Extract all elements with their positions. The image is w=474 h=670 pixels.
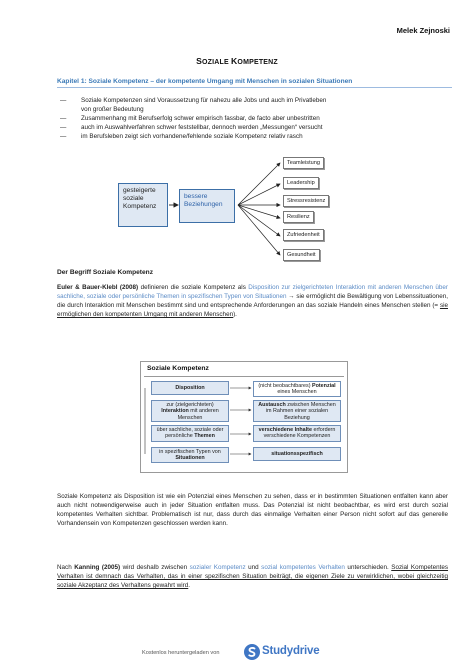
list-item: [57, 96, 452, 105]
author-name: Melek Zejnoski: [396, 26, 450, 35]
competence-box: gesteigerte soziale Kompetenz: [118, 183, 168, 227]
component-box-interaction: zur (zielgerichteten) Interaktion mit anderen Menschen: [151, 400, 229, 422]
component-box-situations: in spezifischen Typen von Situationen: [151, 447, 229, 463]
kanning-paragraph: [57, 563, 448, 590]
dash-marker: —: [60, 115, 67, 122]
outcome-box: Stressresistenz: [283, 195, 329, 207]
title-rest-2: OMPETENZ: [237, 59, 278, 66]
term-highlight: sozial kompetentes Verhalten: [261, 564, 345, 571]
footer-text: Kostenlos heruntergeladen von: [142, 650, 220, 656]
outcome-box: Resilienz: [283, 211, 314, 223]
explanation-box-potential: (nicht beobachtbares) Potenzial eines Menschen: [253, 381, 341, 397]
paragraph-text: definieren die soziale Kompetenz als: [138, 284, 249, 291]
diagram-title: Soziale Kompetenz: [147, 365, 209, 372]
list-item: [57, 105, 452, 114]
explanation-box-situational: situationsspezifisch: [253, 447, 341, 461]
outcome-box: Teamleistung: [283, 157, 324, 169]
underlined-statement: sie ermöglichen den kompetenten Umgang mit anderen Menschen: [57, 302, 448, 318]
title-initial-1: S: [196, 56, 202, 66]
document-title: [0, 56, 474, 66]
dash-marker: —: [60, 97, 67, 104]
paragraph-text: und: [245, 564, 262, 571]
dash-marker: —: [60, 133, 67, 140]
term-highlight: sozialer Kompetenz: [189, 564, 246, 571]
footer: [0, 642, 474, 662]
paragraph-text: → sie ermöglicht die Bewältigung von Lebenssituationen, die durch Interaktion mit Menschen bestimmt sind und entsprechende Anforderungen an das soziale Handeln eines Menschen stellen (=: [57, 293, 448, 309]
outcome-box: Zufriedenheit: [283, 229, 324, 241]
paragraph-text: unterschieden.: [344, 564, 392, 571]
competence-components-diagram: [140, 361, 348, 473]
section-heading: Der Begriff Soziale Kompetenz: [57, 269, 153, 276]
paragraph-text: .: [188, 582, 191, 589]
paragraph-text: Nach: [57, 564, 75, 571]
paragraph-text: wird deshalb zwischen: [120, 564, 190, 571]
outcome-box: Gesundheit: [283, 249, 320, 261]
list-item-text: von großer Bedeutung: [81, 106, 144, 113]
explanation-box-contents: verschiedene Inhalte erfordern verschiedene Kompetenzen: [253, 425, 341, 442]
title-rest-1: OZIALE: [202, 59, 232, 66]
competence-outcome-diagram: [118, 155, 378, 267]
citation-authors: Kanning (2005): [74, 564, 121, 571]
bullet-list: [57, 96, 452, 141]
list-item: [57, 123, 452, 132]
title-initial-2: K: [231, 56, 238, 66]
list-item-text: Zusammenhang mit Berufserfolg schwer empirisch fassbar, de facto aber unbestritten: [81, 115, 320, 122]
component-box-disposition: Disposition: [151, 381, 229, 395]
disposition-paragraph: Soziale Kompetenz als Disposition ist wie ein Potenzial eines Menschen zu sehen, dass er in bestimmten Situationen entfalten kann aber auch nicht notwendigerweise auch in jeder Situation entfalten muss. Das Potenzial ist nicht beobachtbar, es wird erst durch sozial kompetentes Verhalten sichtbar. Problematisch ist nur, dass durch das einmalige Verhalten einer Person nicht sofort auf das generelle Vorhandensein von Kompetenzen geschlossen werden kann.: [57, 493, 448, 527]
explanation-box-exchange: Austausch zwischen Menschen im Rahmen einer sozialen Beziehung: [253, 400, 341, 422]
outcome-box: Leadership: [283, 177, 319, 189]
list-item-text: Soziale Kompetenzen sind Voraussetzung für nahezu alle Jobs und auch im Privatleben: [81, 97, 327, 104]
studydrive-brand[interactable]: Studydrive: [262, 645, 320, 657]
list-item-text: im Berufsleben zeigt sich vorhandene/fehlende soziale Kompetenz relativ rasch: [81, 133, 303, 140]
relationships-box: bessere Beziehungen: [179, 189, 235, 223]
component-box-topics: über sachliche, soziale oder persönliche Themen: [151, 425, 229, 442]
list-item-text: auch im Auswahlverfahren schwer feststellbar, dennoch werden „Messungen“ versucht: [81, 124, 323, 131]
definition-highlight: Disposition zur zielgerichteten Interaktion mit anderen Menschen über sachliche, soziale oder persönliche Themen in spezifischen Typen von Situationen: [57, 284, 448, 300]
list-item: [57, 114, 452, 123]
list-item: [57, 132, 452, 141]
chapter-heading: Kapitel 1: Soziale Kompetenz – der kompetente Umgang mit Menschen in sozialen Situationen: [57, 78, 452, 88]
dash-marker: —: [60, 124, 67, 131]
studydrive-logo-icon: [244, 644, 260, 660]
definition-paragraph: [57, 283, 448, 319]
underlined-statement: Sozial Kompetentes Verhalten ist demnach das Verhalten, das in einer spezifischen Situation beiträgt, die eigenen Ziele zu verwirklichen, wobei gleichzeitig soziale Akzeptanz des Verhaltens gewahrt wird: [57, 564, 449, 589]
paragraph-text: ).: [233, 311, 237, 318]
citation-authors: Euler & Bauer-Klebl (2008): [57, 284, 139, 291]
